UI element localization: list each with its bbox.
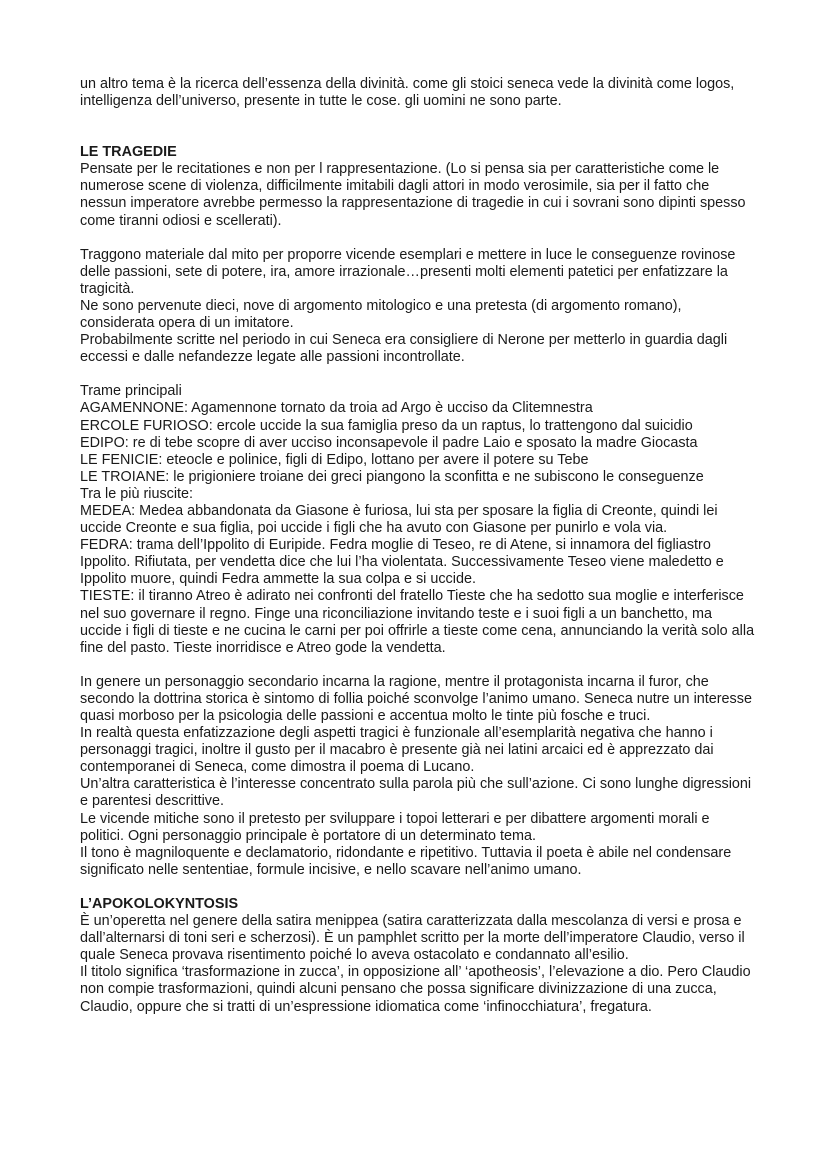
analisi-paragraph: In genere un personaggio secondario incarna la ragione, mentre il protagonista incarna il furor, che secondo la dottrina storica è sintomo di follia poiché sconvolge l’animo umano. Seneca nutre un interesse quasi morboso per la psicologia delle passioni e accentua molto le tinte più fosche e truci. [80, 673, 752, 724]
analisi-paragraph: Il tono è magniloquente e declamatorio, ridondante e ripetitivo. Tuttavia il poeta è abile nel condensare significato nelle sententiae, formule incisive, e nello scavare nell’animo umano. [80, 844, 732, 878]
tragedie-paragraph-1: Pensate per le recitationes e non per l rappresentazione. (Lo si pensa sia per caratteristiche come le numerose scene di violenza, difficilmente imitabili dagli attori in modo verosimile, sia per il fatto che nessun imperatore avrebbe permesso la rappresentazione di tragedie in cui i sovrani sono dipinti spesso come tiranni odiosi e scellerati). [80, 161, 746, 229]
tragedie-paragraph-4: Probabilmente scritte nel periodo in cui Seneca era consigliere di Nerone per metterlo in guardia dagli eccessi e dalle nefandezze legate alle passioni incontrollate. [80, 332, 728, 366]
analisi-paragraph: Le vicende mitiche sono il pretesto per sviluppare i topoi letterari e per dibattere argomenti morali e politici. Ogni personaggio principale è portatore di un determinato tema. [80, 810, 710, 844]
trame-title: Trame principali [80, 383, 182, 400]
trama-item: AGAMENNONE: Agamennone tornato da troia ad Argo è ucciso da Clitemnestra [80, 400, 593, 417]
section-heading-apokolokyntosis: L’APOKOLOKYNTOSIS [80, 895, 239, 912]
trama-item: EDIPO: re di tebe scopre di aver ucciso inconsapevole il padre Laio e sposato la madre Giocasta [80, 434, 698, 451]
trama-item: LE FENICIE: eteocle e polinice, figli di Edipo, lottano per avere il potere su Tebe [80, 451, 589, 468]
tragedie-paragraph-3: Ne sono pervenute dieci, nove di argomento mitologico e una pretesta (di argomento romano), considerata opera di un imitatore. [80, 297, 682, 332]
riuscite-item: MEDEA: Medea abbandonata da Giasone è furiosa, lui sta per sposare la figlia di Creonte, quindi lei uccide Creonte e sua figlia, poi uccide i figli che ha avuto con Giasone per punirlo e vola via. [80, 502, 718, 537]
riuscite-item: FEDRA: trama dell’Ippolito di Euripide. Fedra moglie di Teseo, re di Atene, si innamora del figliastro Ippolito. Rifiutata, per vendetta dice che lui l’ha violentata. Successivamente Teseo viene maledetto e Ippolito muore, quindi Fedra ammette la sua colpa e si uccide. [80, 537, 724, 588]
document-page [80, 76, 756, 1016]
apokolokyntosis-paragraph-1: È un’operetta nel genere della satira menippea (satira caratterizzata dalla mescolanza di versi e prosa e dall’alternarsi di toni seri e scherzosi). È un pamphlet scritto per la morte dell’imperatore Claudio, verso il quale Seneca provava risentimento poiché lo aveva ostacolato e condannato all’esilio. [80, 913, 745, 964]
analisi-paragraph: Un’altra caratteristica è l’interesse concentrato sulla parola più che sull’azione. Ci sono lunghe digressioni e parentesi descrittive. [80, 776, 752, 810]
analisi-paragraph: In realtà questa enfatizzazione degli aspetti tragici è funzionale all’esemplarità negativa che hanno i personaggi tragici, inoltre il gusto per il macabro è presente già nei latini arcaici ed è apprezzato dai contemporanei di Seneca, come dimostra il poema di Lucano. [80, 725, 714, 776]
section-heading-tragedie: LE TRAGEDIE [80, 144, 177, 161]
riuscite-item: TIESTE: il tiranno Atreo è adirato nei confronti del fratello Tieste che ha sedotto sua moglie e interferisce nel suo governare il regno. Finge una riconciliazione invitando teste e i suoi figli a un banchetto, ma uccide i figli di tieste e ne cucina le carni per poi offrirle a tieste come cena, annunciando la verità solo alla fine del pasto. Tieste inorridisce e Atreo gode la vendetta. [80, 588, 755, 656]
trama-item: ERCOLE FURIOSO: ercole uccide la sua famiglia preso da un raptus, lo trattengono dal suicidio [80, 417, 693, 434]
intro-paragraph: un altro tema è la ricerca dell’essenza della divinità. come gli stoici seneca vede la divinità come logos, intelligenza dell’universo, presente in tutte le cose. gli uomini ne sono parte. [80, 76, 735, 110]
riuscite-title: Tra le più riuscite: [80, 485, 194, 502]
apokolokyntosis-paragraph-2: Il titolo significa ‘trasformazione in zucca’, in opposizione all’ ‘apotheosis’, l’elevazione a dio. Pero Claudio non compie trasformazioni, quindi alcuni pensano che possa significare divinizzazione di una zucca, Claudio, oppure che si tratti di un’espressione idiomatica come ‘infinocchiatura’, fregatura. [80, 964, 751, 1015]
tragedie-paragraph-2: Traggono materiale dal mito per proporre vicende esemplari e mettere in luce le conseguenze rovinose delle passioni, sete di potere, ira, amore irrazionale…presenti molti elementi patetici per enfatizzare la tragicità. [80, 246, 736, 297]
trama-item: LE TROIANE: le prigioniere troiane dei greci piangono la sconfitta e ne subiscono le conseguenze [80, 468, 704, 485]
